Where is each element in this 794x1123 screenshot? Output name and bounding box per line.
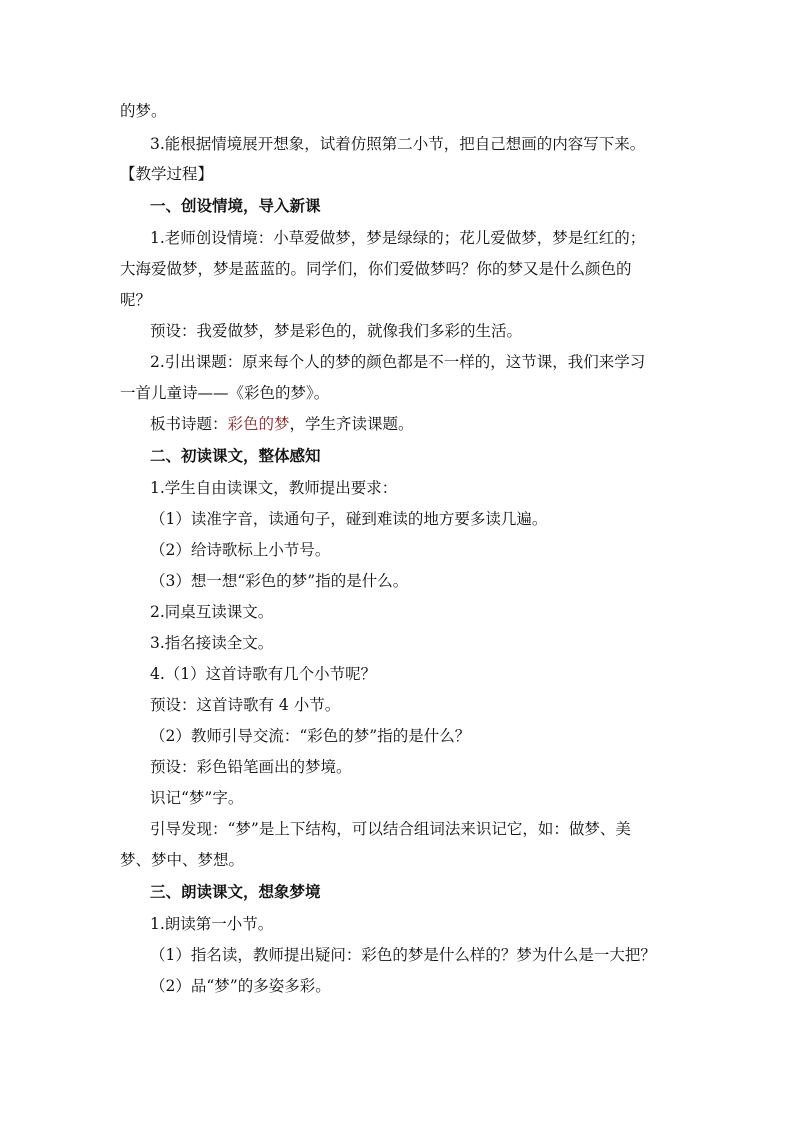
paragraph-line: 的梦。 (120, 102, 167, 120)
paragraph-line: 4.（1）这首诗歌有几个小节呢？ (150, 665, 377, 683)
objective-item-3: 3.能根据情境展开想象，试着仿照第二小节，把自己想画的内容写下来。 (150, 135, 646, 153)
paragraph-line: 预设：这首诗歌有 4 小节。 (150, 696, 341, 714)
list-item: （2）品“梦”的多姿多彩。 (150, 977, 331, 995)
list-item: （2）给诗歌标上小节号。 (150, 541, 331, 559)
paragraph-line: 大海爱做梦，梦是蓝蓝的。同学们，你们爱做梦吗？你的梦又是什么颜色的 (120, 260, 632, 278)
heading-part-3: 三、朗读课文，想象梦境 (150, 882, 321, 901)
list-item: （1）指名读，教师提出疑问：彩色的梦是什么样的？梦为什么是一大把？ (150, 946, 656, 964)
list-item: （3）想一想“彩色的梦”指的是什么。 (150, 572, 409, 590)
board-writing-rest: ，学生齐读课题。 (289, 415, 414, 433)
paragraph-line: 2.引出课题：原来每个人的梦的颜色都是不一样的，这节课，我们来学习 (150, 353, 646, 371)
paragraph-line: 1.老师创设情境：小草爱做梦，梦是绿绿的；花儿爱做梦，梦是红红的； (150, 229, 646, 247)
board-writing-label: 板书诗题： (150, 415, 228, 433)
paragraph-line: 识记“梦”字。 (150, 789, 244, 807)
list-item: （1）读准字音，读通句子，碰到难读的地方要多读几遍。 (150, 510, 548, 528)
paragraph-line: 1.学生自由读课文，教师提出要求： (150, 479, 398, 497)
paragraph-line: 3.指名接读全文。 (150, 634, 274, 652)
section-title-teaching-process: 【教学过程】 (120, 165, 214, 183)
paragraph-line: 呢？ (120, 291, 152, 309)
paragraph-line: 梦、梦中、梦想。 (120, 851, 245, 869)
paragraph-line: 预设：彩色铅笔画出的梦境。 (150, 758, 352, 776)
heading-part-2: 二、初读课文，整体感知 (150, 446, 321, 465)
paragraph-line: 2.同桌互读课文。 (150, 603, 274, 621)
paragraph-line: （2）教师引导交流：“彩色的梦”指的是什么？ (150, 727, 471, 745)
paragraph-line: 1.朗读第一小节。 (150, 915, 274, 933)
poem-title-highlight: 彩色的梦 (227, 415, 290, 433)
paragraph-line: 引导发现：“梦”是上下结构，可以结合组词法来识记它，如：做梦、美 (150, 820, 631, 838)
paragraph-line: 预设：我爱做梦，梦是彩色的，就像我们多彩的生活。 (150, 322, 523, 340)
heading-part-1: 一、创设情境，导入新课 (150, 196, 321, 215)
paragraph-line: 一首儿童诗——《彩色的梦》。 (120, 384, 330, 402)
board-writing-line (150, 414, 680, 434)
